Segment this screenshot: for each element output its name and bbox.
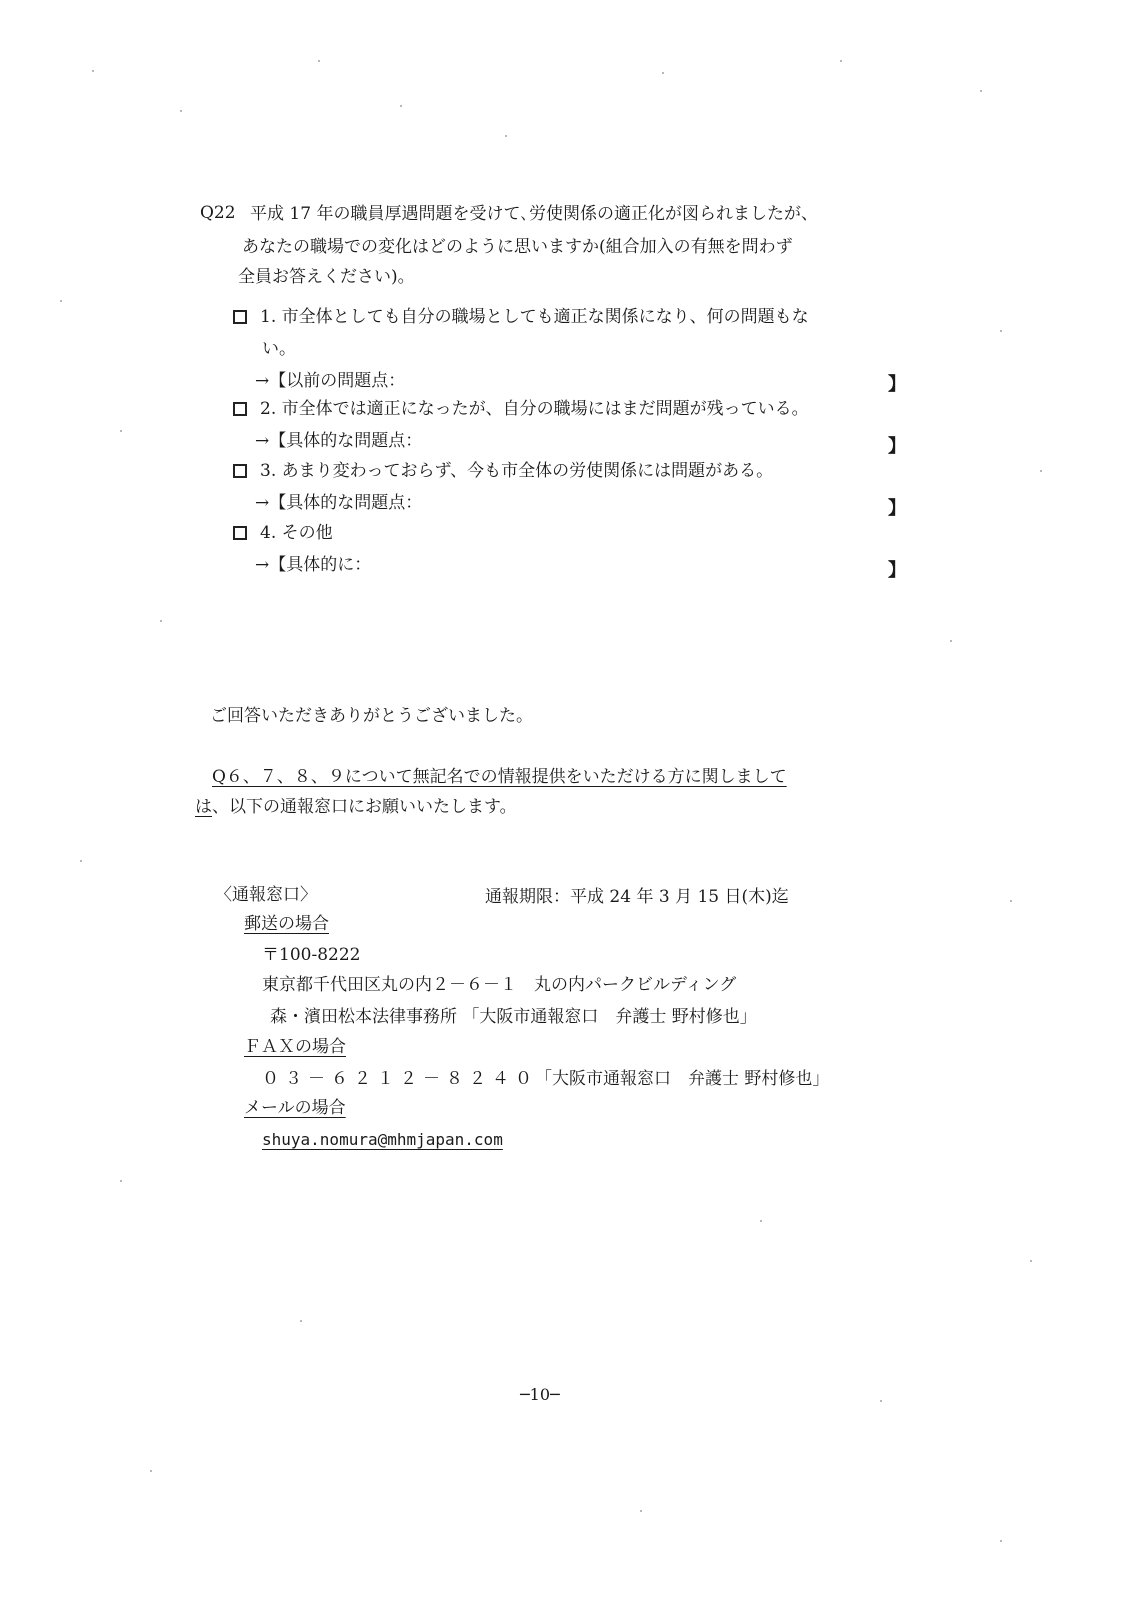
question-line-1: 平成 17 年の職員厚遇問題を受けて､労使関係の適正化が図られましたが、 xyxy=(250,204,818,224)
question-number: Q22 xyxy=(200,203,236,223)
email-heading: メールの場合 xyxy=(244,1098,346,1118)
notice-line-2-underlined: は xyxy=(195,797,212,817)
option-2-followup: →【具体的な問題点： xyxy=(255,431,423,451)
option-1-label-cont: い。 xyxy=(262,339,296,359)
mail-heading: 郵送の場合 xyxy=(244,914,329,934)
option-4-followup: →【具体的に： xyxy=(255,555,372,575)
option-3-label: 3. あまり変わっておらず、今も市全体の労使関係には問題がある。 xyxy=(260,461,774,481)
option-3-checkbox[interactable] xyxy=(233,464,247,478)
option-3-close-bracket: 】 xyxy=(888,498,906,519)
option-3-followup: →【具体的な問題点： xyxy=(255,493,423,513)
option-2-label: 2. 市全体では適正になったが、自分の職場にはまだ問題が残っている。 xyxy=(260,399,809,419)
option-4-close-bracket: 】 xyxy=(888,560,906,581)
fax-heading: ＦＡＸの場合 xyxy=(244,1037,346,1057)
address: 東京都千代田区丸の内２－６－１ 丸の内パークビルディング xyxy=(262,975,737,995)
option-1-label: 1. 市全体としても自分の職場としても適正な関係になり、何の問題もな xyxy=(260,307,809,327)
fax-label: 「大阪市通報窓口 弁護士 野村修也」 xyxy=(535,1069,830,1089)
page-number: ─10─ xyxy=(520,1385,560,1404)
notice-line-2 xyxy=(195,796,517,818)
option-4-label: 4. その他 xyxy=(260,523,333,543)
option-1-followup: →【以前の問題点： xyxy=(255,371,406,391)
thanks-message: ご回答いただきありがとうございました。 xyxy=(210,706,533,726)
fax-number: ０３－６２１２－８２４０ xyxy=(262,1069,538,1089)
question-line-3: 全員お答えください)｡ xyxy=(238,267,407,287)
postal-code: 〒100-8222 xyxy=(262,945,361,965)
notice-line-1 xyxy=(212,766,787,788)
option-4-checkbox[interactable] xyxy=(233,526,247,540)
option-1-checkbox[interactable] xyxy=(233,310,247,324)
option-2-close-bracket: 】 xyxy=(888,436,906,457)
deadline: 通報期限：平成 24 年 3 月 15 日(木)迄 xyxy=(485,887,789,907)
question-line-2: あなたの職場での変化はどのように思いますか(組合加入の有無を問わず xyxy=(242,237,793,257)
contact-title: 〈通報窓口〉 xyxy=(215,885,317,905)
option-1-close-bracket: 】 xyxy=(888,374,906,395)
email-link[interactable]: shuya.nomura@mhmjapan.com xyxy=(262,1130,503,1149)
option-2-checkbox[interactable] xyxy=(233,402,247,416)
notice-line-1-text: Q６、７、８、９について無記名での情報提供をいただける方に関しまして xyxy=(212,767,787,787)
law-office: 森・濱田松本法律事務所 「大阪市通報窓口 弁護士 野村修也」 xyxy=(270,1007,757,1027)
notice-line-2-text: 、以下の通報窓口にお願いいたします。 xyxy=(212,797,517,817)
